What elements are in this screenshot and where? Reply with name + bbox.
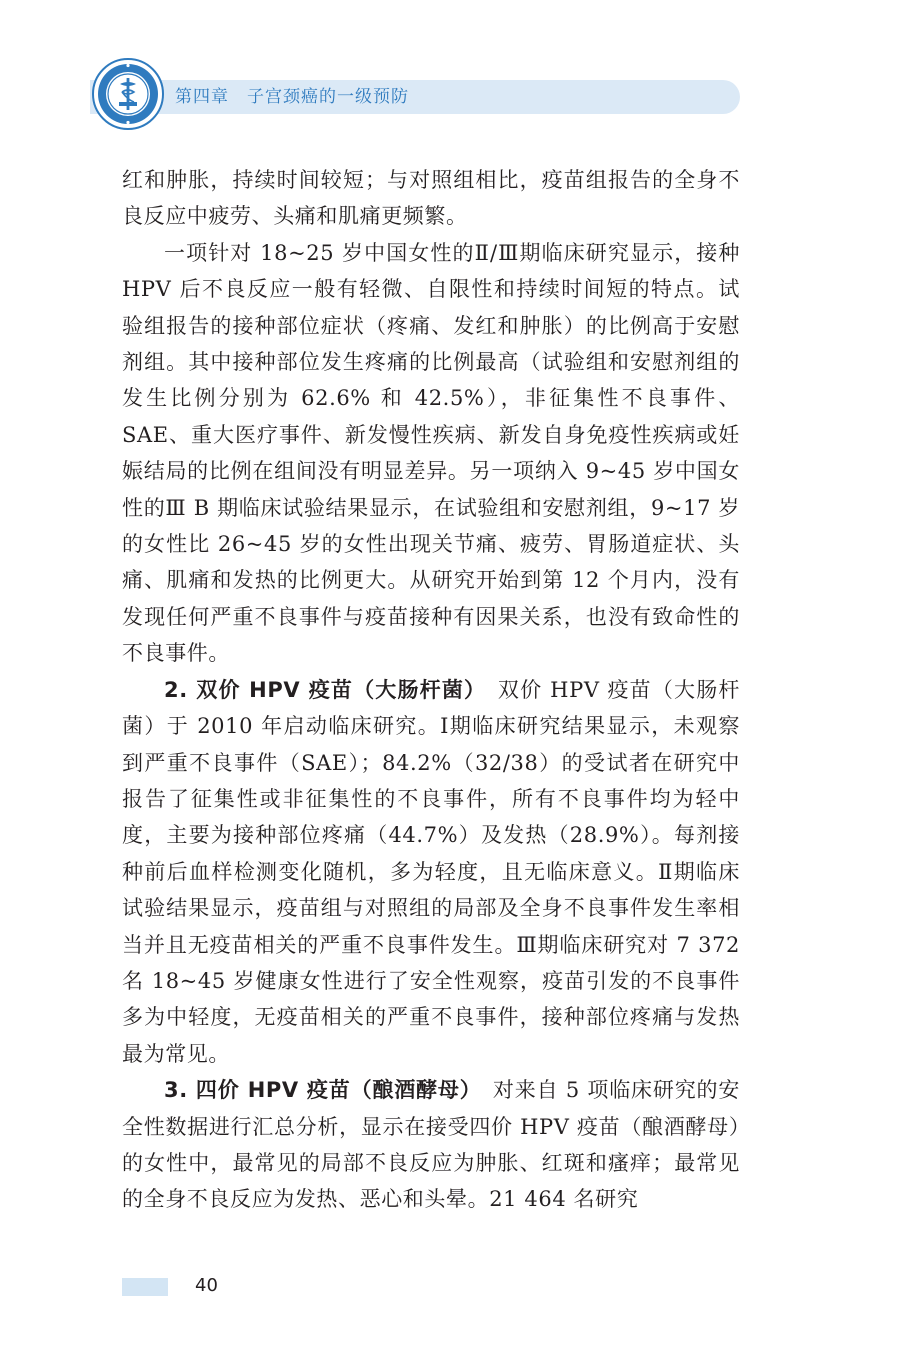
page-number: 40 — [195, 1275, 218, 1296]
paragraph-bivalent-text: 双价 HPV 疫苗（大肠杆菌）于 2010 年启动临床研究。Ⅰ期临床研究结果显示，未观察到严重不良事件（SAE）；84.2%（32/38）的受试者在研究中报告了征集性或非征集性的不良事件，所有不良事件均为轻中度，主要为接种部位疼痛（44.7%）及发热（28.9%）。每剂接种前后血样检测变化随机，多为轻度，且无临床意义。Ⅱ期临床试验结果显示，疫苗组与对照组的局部及全身不良事件发生率相当并且无疫苗相关的严重不良事件发生。Ⅲ期临床研究对 7 372 名 18~45 岁健康女性进行了安全性观察，疫苗引发的不良事件多为中轻度，无疫苗相关的严重不良事件，接种部位疼痛与发热最为常见。 — [122, 677, 741, 1066]
paragraph-quadrivalent-vaccine — [122, 1072, 740, 1218]
paragraph-bivalent-vaccine — [122, 672, 740, 1072]
section-heading-quadrivalent: 3. 四价 HPV 疫苗（酿酒酵母） — [164, 1078, 472, 1103]
page-body — [122, 162, 740, 1218]
paragraph-continuation: 红和肿胀，持续时间较短；与对照组相比，疫苗组报告的全身不良反应中疲劳、头痛和肌痛更频繁。 — [122, 168, 740, 229]
paragraph-china-phase-study: 一项针对 18~25 岁中国女性的Ⅱ/Ⅲ期临床研究显示，接种 HPV 后不良反应一般有轻微、自限性和持续时间短的特点。试验组报告的接种部位症状（疼痛、发红和肿胀）的比例高于安慰剂组。其中接种部位发生疼痛的比例最高（试验组和安慰剂组的发生比例分别为 62.6% 和 42.5%），非征集性不良事件、SAE、重大医疗事件、新发慢性疾病、新发自身免疫性疾病或妊娠结局的比例在组间没有明显差异。另一项纳入 9~45 岁中国女性的Ⅲ B 期临床试验结果显示，在试验组和安慰剂组，9~17 岁的女性比 26~45 岁的女性出现关节痛、疲劳、胃肠道症状、头痛、肌痛和发热的比例更大。从研究开始到第 12 个月内，没有发现任何严重不良事件与疫苗接种有因果关系，也没有致命性的不良事件。 — [122, 240, 740, 666]
section-heading-bivalent: 2. 双价 HPV 疫苗（大肠杆菌） — [164, 677, 476, 702]
footer-bar — [122, 1278, 168, 1296]
chapter-title: 第四章 子宫颈癌的一级预防 — [175, 87, 409, 107]
medical-association-seal-icon — [92, 58, 164, 130]
paragraph-quadrivalent-text: 对来自 5 项临床研究的安全性数据进行汇总分析，显示在接受四价 HPV 疫苗（酿酒酵母）的女性中，最常见的局部不良反应为肿胀、红斑和瘙痒；最常见的全身不良反应为发热、恶心和头晕。21 464 名研究 — [122, 1078, 740, 1212]
